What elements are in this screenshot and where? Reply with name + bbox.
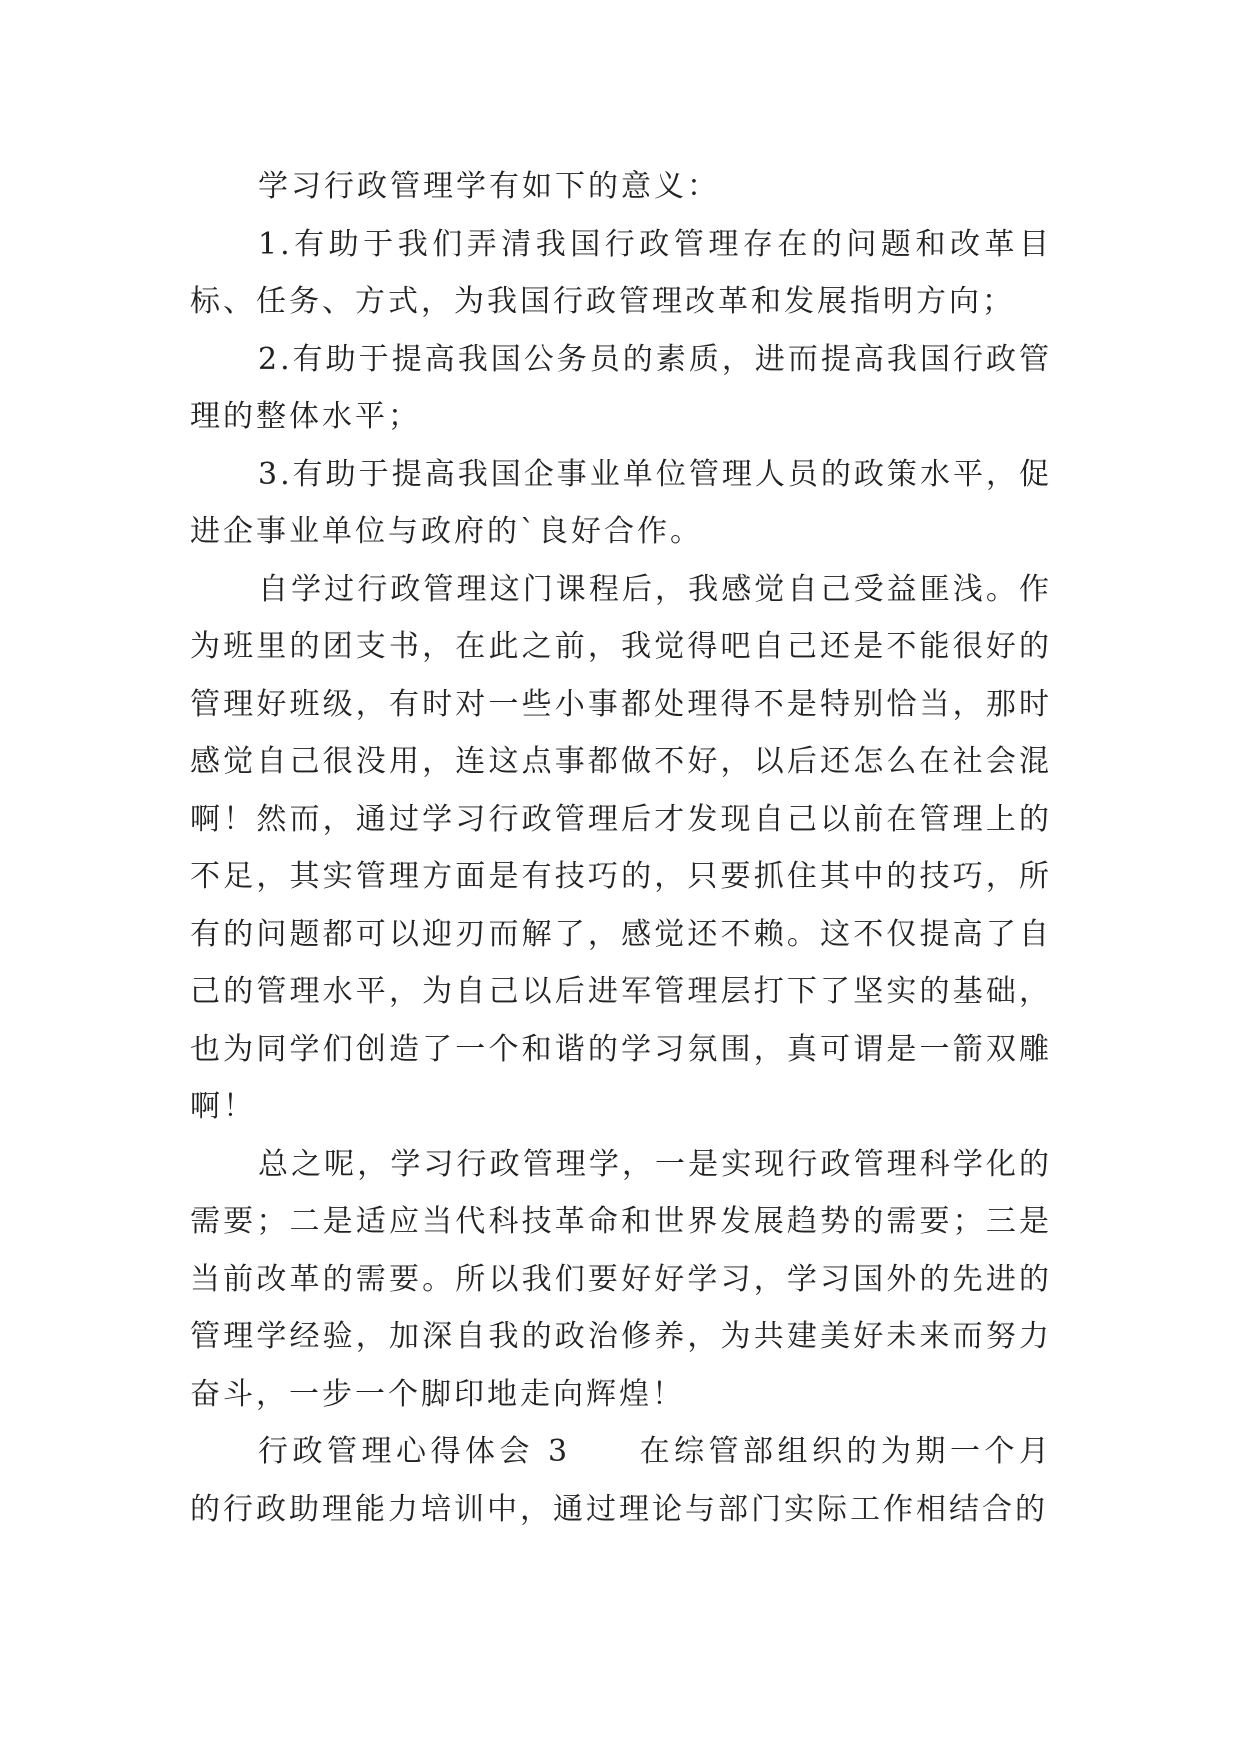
paragraph-section-3	[190, 1423, 1052, 1538]
paragraph-point-3: 3.有助于提高我国企事业单位管理人员的政策水平，促进企事业单位与政府的`良好合作。	[190, 456, 1052, 549]
paragraph-summary: 总之呢，学习行政管理学，一是实现行政管理科学化的需要；二是适应当代科技革命和世界发展趋势的需要；三是当前改革的需要。所以我们要好好学习，学习国外的先进的管理学经验，加深自我的政治修养，为共建美好未来而努力奋斗，一步一个脚印地走向辉煌！	[190, 1146, 1052, 1412]
paragraph-point-1: 1.有助于我们弄清我国行政管理存在的问题和改革目标、任务、方式，为我国行政管理改革和发展指明方向；	[190, 226, 1052, 319]
paragraph-reflection: 自学过行政管理这门课程后，我感觉自己受益匪浅。作为班里的团支书，在此之前，我觉得吧自己还是不能很好的管理好班级，有时对一些小事都处理得不是特别恰当，那时感觉自己很没用，连这点事都做不好，以后还怎么在社会混啊！然而，通过学习行政管理后才发现自己以前在管理上的不足，其实管理方面是有技巧的，只要抓住其中的技巧，所有的问题都可以迎刃而解了，感觉还不赖。这不仅提高了自己的管理水平，为自己以后进军管理层打下了坚实的基础，也为同学们创造了一个和谐的学习氛围，真可谓是一箭双雕啊！	[190, 571, 1052, 1124]
paragraph-point-2: 2.有助于提高我国公务员的素质，进而提高我国行政管理的整体水平；	[190, 341, 1052, 434]
section-heading: 行政管理心得体会 3	[258, 1434, 571, 1469]
paragraph-intro: 学习行政管理学有如下的意义：	[258, 169, 720, 204]
document-body	[190, 158, 1052, 1538]
section-text: 在综管部组织的为期一个月的行政助理能力培训中，通过理论与部门实际工作相结合的	[190, 1434, 1053, 1527]
